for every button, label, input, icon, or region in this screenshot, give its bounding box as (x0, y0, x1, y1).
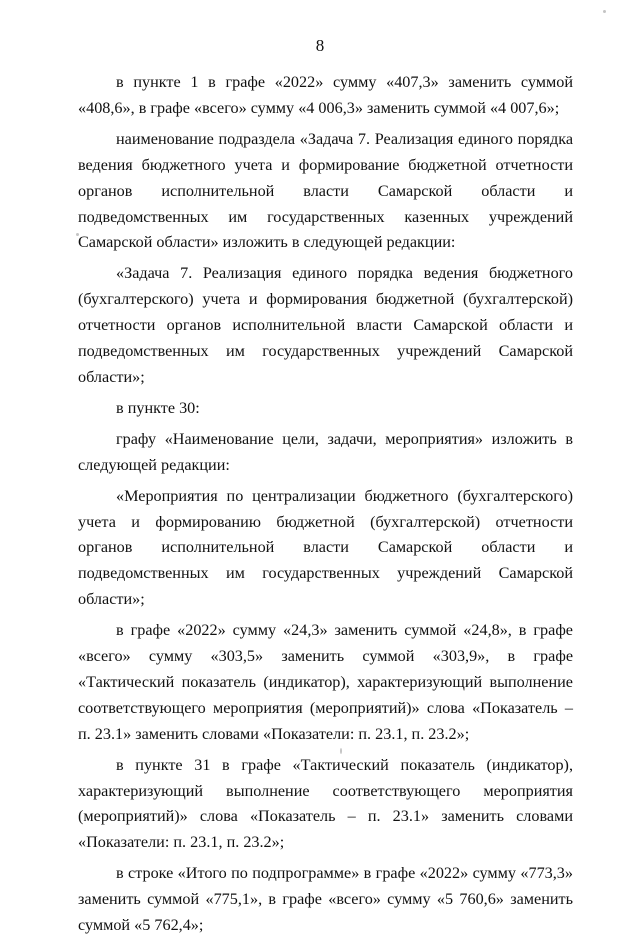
scan-speck (76, 233, 79, 236)
paragraph-item-30-amount-change: в графе «2022» сумму «24,3» заменить суммой «24,8», в графе «всего» сумму «303,5» заменить суммой «303,9», в графе «Тактический показатель (индикатор), характеризующий выполнение соответствующего мероприятия (мероприятий)» слова «Показатель – п. 23.1» заменить словами «Показатели: п. 23.1, п. 23.2»; (78, 621, 573, 743)
paragraph-subprogram-total-change: в строке «Итого по подпрограмме» в графе «2022» сумму «773,3» заменить суммой «775,1», в графе «всего» сумму «5 760,6» заменить суммой «5 762,4»; (78, 864, 573, 935)
paragraph-item-30-heading: в пункте 30: (116, 398, 200, 417)
paragraph-item-31-indicator-change: в пункте 31 в графе «Тактический показатель (индикатор), характеризующий выполнение соответствующего мероприятия (мероприятий)» слова «Показатель – п. 23.1» заменить словами «Показатели: п. 23.1, п. 23.2»; (78, 755, 573, 852)
paragraph-new-task-7-title: «Задача 7. Реализация единого порядка ведения бюджетного (бухгалтерского) учета и формирования бюджетной (бухгалтерской) отчетности органов исполнительной власти Самарской области и подведомственных им государственных учреждений Самарской области»; (78, 264, 573, 386)
document-body (78, 70, 573, 944)
scan-speck (340, 748, 342, 754)
paragraph-subsection-title-change: наименование подраздела «Задача 7. Реализация единого порядка ведения бюджетного учета и формирование бюджетной отчетности органов исполнительной власти Самарской области и подведомственных им государственных казенных учреждений Самарской области» изложить в следующей редакции: (78, 129, 573, 252)
paragraph-new-activity-name: «Мероприятия по централизации бюджетного (бухгалтерского) учета и формированию бюджетной (бухгалтерской) отчетности органов исполнительной власти Самарской области и подведомственных им государственных учреждений Самарской области»; (78, 486, 573, 609)
paragraph-column-name-change: графу «Наименование цели, задачи, мероприятия» изложить в следующей редакции: (78, 429, 573, 474)
paragraph-item-1-amount-change: в пункте 1 в графе «2022» сумму «407,3» заменить суммой «408,6», в графе «всего» сумму «4 006,3» заменить суммой «4 007,6»; (78, 73, 573, 117)
scan-speck (603, 10, 606, 13)
page-number: 8 (315, 36, 325, 55)
